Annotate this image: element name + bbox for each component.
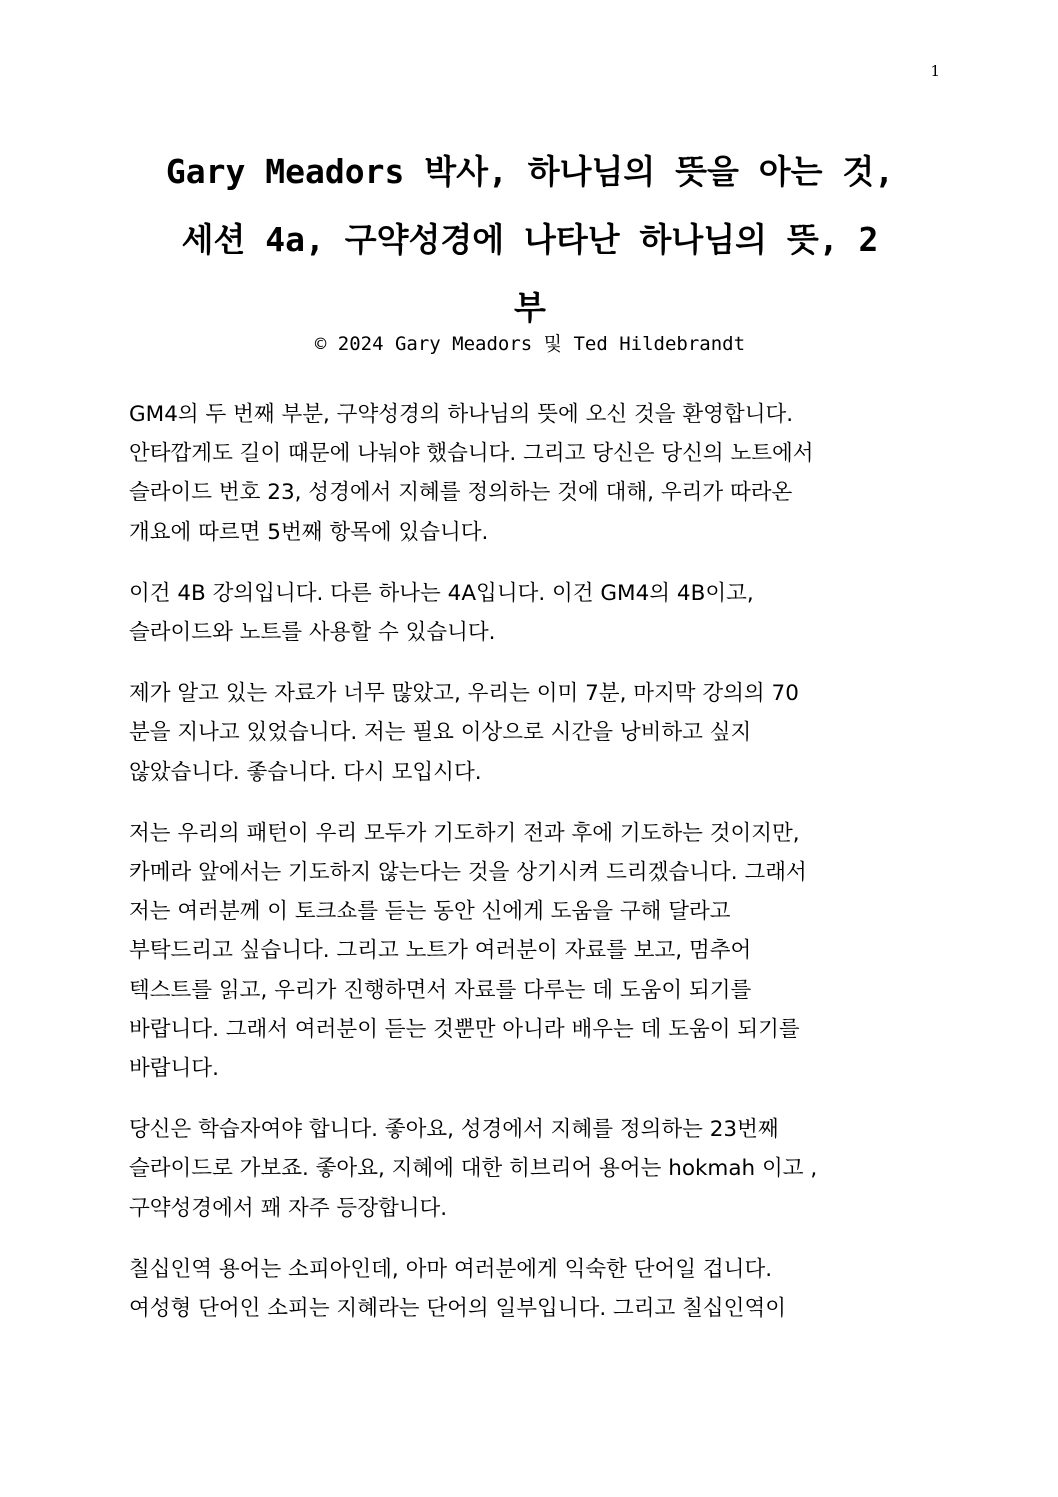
title-line: 부 bbox=[514, 288, 546, 327]
page-number: 1 bbox=[930, 62, 940, 80]
text-line: 바랍니다. bbox=[129, 1056, 219, 1082]
paragraph-5 bbox=[129, 1110, 939, 1228]
text-line: 개요에 따르면 5번째 항목에 있습니다. bbox=[129, 519, 489, 545]
text-line: 슬라이드 번호 23, 성경에서 지혜를 정의하는 것에 대해, 우리가 따라온 bbox=[129, 480, 793, 506]
text-line: 당신은 학습자여야 합니다. 좋아요, 성경에서 지혜를 정의하는 23번째 bbox=[129, 1117, 779, 1143]
paragraph-1 bbox=[129, 395, 939, 552]
text-line: 칠십인역 용어는 소피아인데, 아마 여러분에게 익숙한 단어일 겁니다. bbox=[129, 1256, 773, 1282]
text-line: 여성형 단어인 소피는 지혜라는 단어의 일부입니다. 그리고 칠십인역이 bbox=[129, 1296, 786, 1322]
text-line: 않았습니다. 좋습니다. 다시 모입시다. bbox=[129, 759, 482, 785]
text-line: 저는 우리의 패턴이 우리 모두가 기도하기 전과 후에 기도하는 것이지만, bbox=[129, 820, 800, 846]
title-line: 세션 4a, 구약성경에 나타난 하나님의 뜻, 2 bbox=[181, 220, 879, 259]
text-line: 카메라 앞에서는 기도하지 않는다는 것을 상기시켜 드리겠습니다. 그래서 bbox=[129, 860, 807, 886]
text-line: 이건 4B 강의입니다. 다른 하나는 4A입니다. 이건 GM4의 4B이고, bbox=[129, 580, 754, 606]
text-line: 부탁드리고 싶습니다. 그리고 노트가 여러분이 자료를 보고, 멈추어 bbox=[129, 938, 752, 964]
text-line: 텍스트를 읽고, 우리가 진행하면서 자료를 다루는 데 도움이 되기를 bbox=[129, 977, 752, 1003]
text-line: 제가 알고 있는 자료가 너무 많았고, 우리는 이미 7분, 마지막 강의의 70 bbox=[129, 681, 799, 707]
text-line: 구약성경에서 꽤 자주 등장합니다. bbox=[129, 1195, 448, 1221]
paragraph-6 bbox=[129, 1250, 939, 1328]
paragraph-3 bbox=[129, 674, 939, 792]
document-title bbox=[110, 138, 950, 342]
text-line: 슬라이드로 가보죠. 좋아요, 지혜에 대한 히브리어 용어는 hokmah 이고 , bbox=[129, 1156, 818, 1182]
document-body bbox=[129, 395, 939, 1350]
paragraph-4 bbox=[129, 814, 939, 1088]
text-line: 분을 지나고 있었습니다. 저는 필요 이상으로 시간을 낭비하고 싶지 bbox=[129, 720, 752, 746]
title-line: Gary Meadors 박사, 하나님의 뜻을 아는 것, bbox=[165, 152, 895, 191]
text-line: 저는 여러분께 이 토크쇼를 듣는 동안 신에게 도움을 구해 달라고 bbox=[129, 899, 731, 925]
paragraph-2 bbox=[129, 574, 939, 652]
text-line: 슬라이드와 노트를 사용할 수 있습니다. bbox=[129, 620, 496, 646]
copyright-notice: © 2024 Gary Meadors 및 Ted Hildebrandt bbox=[314, 333, 746, 355]
text-line: 바랍니다. 그래서 여러분이 듣는 것뿐만 아니라 배우는 데 도움이 되기를 bbox=[129, 1016, 800, 1042]
text-line: 안타깝게도 길이 때문에 나눠야 했습니다. 그리고 당신은 당신의 노트에서 bbox=[129, 441, 814, 467]
text-line: GM4의 두 번째 부분, 구약성경의 하나님의 뜻에 오신 것을 환영합니다. bbox=[129, 402, 794, 427]
